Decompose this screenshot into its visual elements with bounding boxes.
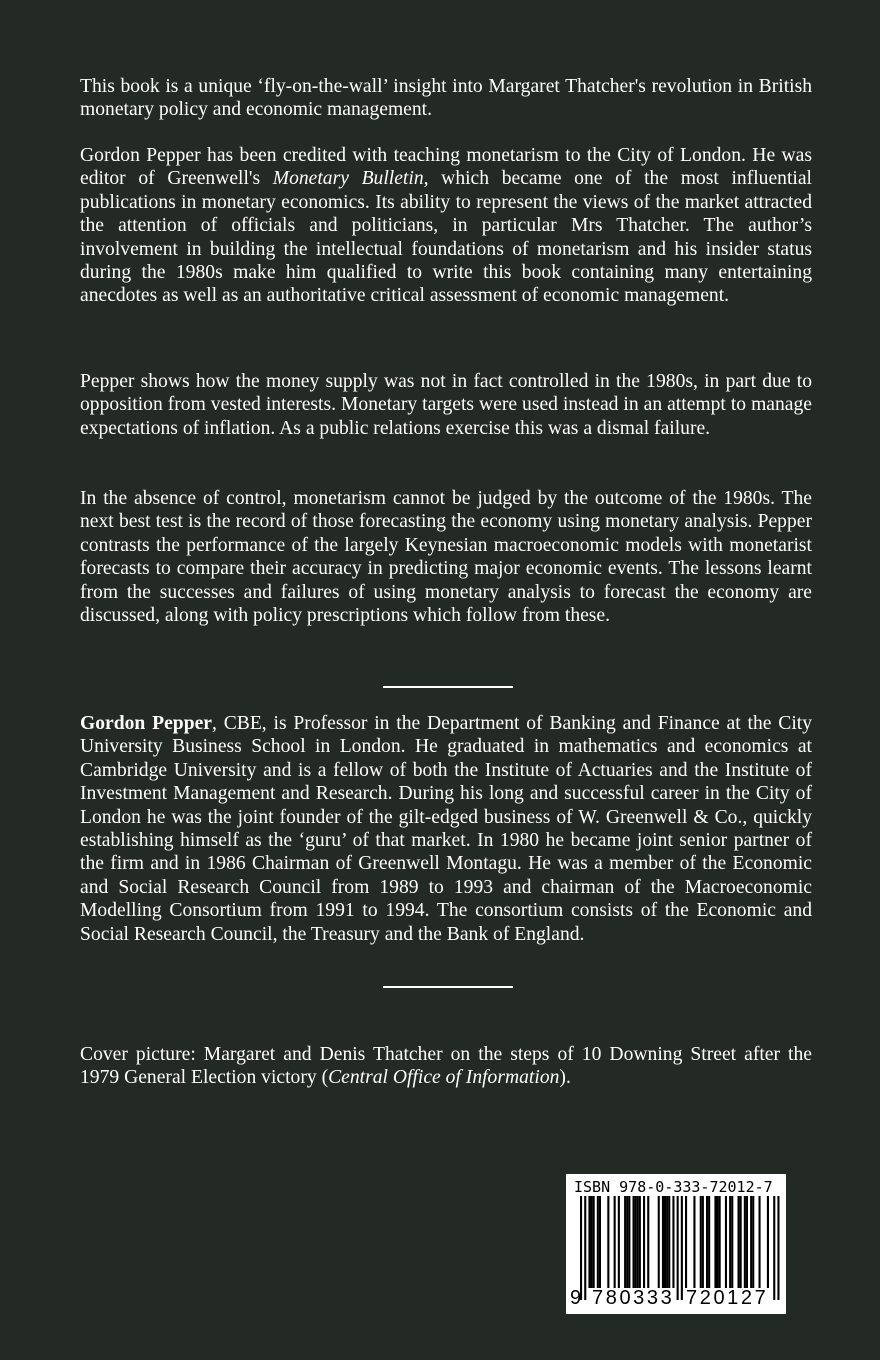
- money-supply-text: Pepper shows how the money supply was not in fact controlled in the 1980s, in part due to opposition from vested interests. Monetary targets were used instead in an attempt to manage expectations of inflation. As a public relations exercise this was a dismal failure.: [80, 371, 812, 439]
- barcode-bar: [746, 1196, 748, 1288]
- barcode-bar: [685, 1196, 687, 1288]
- isbn-label: ISBN 978-0-333-72012-7: [574, 1178, 773, 1196]
- barcode-bar: [658, 1196, 660, 1288]
- barcode-bar: [773, 1196, 775, 1300]
- cover-credit-source: Central Office of Information: [328, 1067, 560, 1089]
- barcode-bar: [700, 1196, 702, 1288]
- monetary-bulletin-title: Monetary Bulletin,: [272, 168, 429, 190]
- barcode-bar: [618, 1196, 620, 1288]
- barcode-bar: [708, 1196, 710, 1288]
- cover-credit-text-start: Cover picture: Margaret and Denis Thatcher on the steps of 10 Downing Street after the 1979 General Election victory (: [80, 1044, 812, 1089]
- barcode-bar: [725, 1196, 727, 1288]
- barcode-bar: [635, 1196, 637, 1288]
- ean-first-digit: 9: [570, 1287, 582, 1309]
- barcode-bar: [767, 1196, 769, 1288]
- author-credit-text-start: Gordon Pepper has been credited with teaching monetarism to the City of London. He was editor of Greenwell's: [80, 145, 812, 190]
- barcode-bar: [750, 1196, 752, 1288]
- barcode-bar: [729, 1196, 731, 1288]
- barcode-bar: [626, 1196, 628, 1288]
- barcode-bar: [593, 1196, 595, 1288]
- barcode-bar: [643, 1196, 645, 1288]
- author-bio-paragraph: [80, 712, 812, 946]
- cover-credit-text-end: ).: [559, 1067, 571, 1089]
- barcode-bar: [731, 1196, 733, 1288]
- intro-text: This book is a unique ‘fly-on-the-wall’ insight into Margaret Thatcher's revolution in British monetary policy and economic management.: [80, 76, 812, 121]
- barcode-bar: [584, 1196, 586, 1300]
- barcode-bar: [639, 1196, 641, 1288]
- barcode-bar: [672, 1196, 674, 1288]
- barcode-bar: [668, 1196, 670, 1288]
- barcode-bar: [719, 1196, 721, 1288]
- ean-left-digits: 780333: [592, 1287, 675, 1309]
- barcode-bar: [580, 1196, 582, 1300]
- barcode-bar: [628, 1196, 630, 1288]
- barcode-bar: [777, 1196, 779, 1300]
- barcode-bar: [647, 1196, 649, 1288]
- barcode-bar: [677, 1196, 679, 1300]
- barcode-bar: [662, 1196, 664, 1288]
- author-credit-text-end: which became one of the most influential publications in monetary economics. Its ability to represent the views of the market attracted the attention of officials and politicians, in particular Mrs Thatcher. The author’s involvement in building the intellectual foundations of monetarism and his insider status during the 1980s make him qualified to write this book containing many entertaining anecdotes as well as an authoritative critical assessment of economic management.: [80, 168, 812, 307]
- barcode-bar: [740, 1196, 742, 1288]
- isbn-barcode: [566, 1174, 786, 1314]
- barcode-bar: [752, 1196, 754, 1288]
- barcode-bar: [666, 1196, 668, 1288]
- barcode-bar: [599, 1196, 601, 1288]
- barcode-bar: [607, 1196, 609, 1288]
- barcode-bar: [591, 1196, 593, 1288]
- author-name: Gordon Pepper: [80, 713, 212, 734]
- forecasting-paragraph: [80, 487, 812, 627]
- forecasting-text: In the absence of control, monetarism cannot be judged by the outcome of the 1980s. The next best test is the record of those forecasting the economy using monetary analysis. Pepper contrasts the performance of the largely Keynesian macroeconomic models with monetarist forecasts to compare their accuracy in predicting major economic events. The lessons learnt from the successes and failures of using monetary analysis to forecast the economy are discussed, along with policy prescriptions which follow from these.: [80, 488, 812, 627]
- barcode-bar: [693, 1196, 695, 1288]
- author-bio-text: , CBE, is Professor in the Department of Banking and Finance at the City University Business School in London. He graduated in mathematics and economics at Cambridge University and is a fellow of both the Institute of Actuaries and the Institute of Investment Management and Research. During his long and successful career in the City of London he was the joint founder of the gilt-edged business of W. Greenwell & Co., quickly establishing himself as the ‘guru’ of that market. In 1980 he became joint senior partner of the firm and in 1986 Chairman of Greenwell Montagu. He was a member of the Economic and Social Research Council from 1989 to 1993 and chairman of the Macroeconomic Modelling Consortium from 1991 to 1994. The consortium consists of the Economic and Social Research Council, the Treasury and the Bank of England.: [80, 713, 813, 945]
- divider-rule: [383, 686, 513, 688]
- barcode-bar: [714, 1196, 716, 1288]
- barcode-bar: [664, 1196, 666, 1288]
- barcode-bar: [624, 1196, 626, 1288]
- barcode-bar: [717, 1196, 719, 1288]
- intro-paragraph: [80, 75, 812, 122]
- barcode-bar: [738, 1196, 740, 1288]
- barcode-bar: [588, 1196, 590, 1288]
- ean-right-digits: 720127: [686, 1287, 769, 1309]
- divider-rule: [383, 986, 513, 988]
- barcode-bar: [614, 1196, 616, 1288]
- barcode-bar: [744, 1196, 746, 1288]
- author-credit-paragraph: [80, 144, 812, 308]
- barcode-bar: [633, 1196, 635, 1288]
- barcode-bar: [597, 1196, 599, 1288]
- barcode-bar: [637, 1196, 639, 1288]
- cover-picture-credit: [80, 1043, 812, 1090]
- money-supply-paragraph: [80, 370, 812, 440]
- barcode-bar: [759, 1196, 761, 1288]
- barcode-bar: [702, 1196, 704, 1288]
- barcode-bar: [681, 1196, 683, 1300]
- barcode-bar: [706, 1196, 708, 1288]
